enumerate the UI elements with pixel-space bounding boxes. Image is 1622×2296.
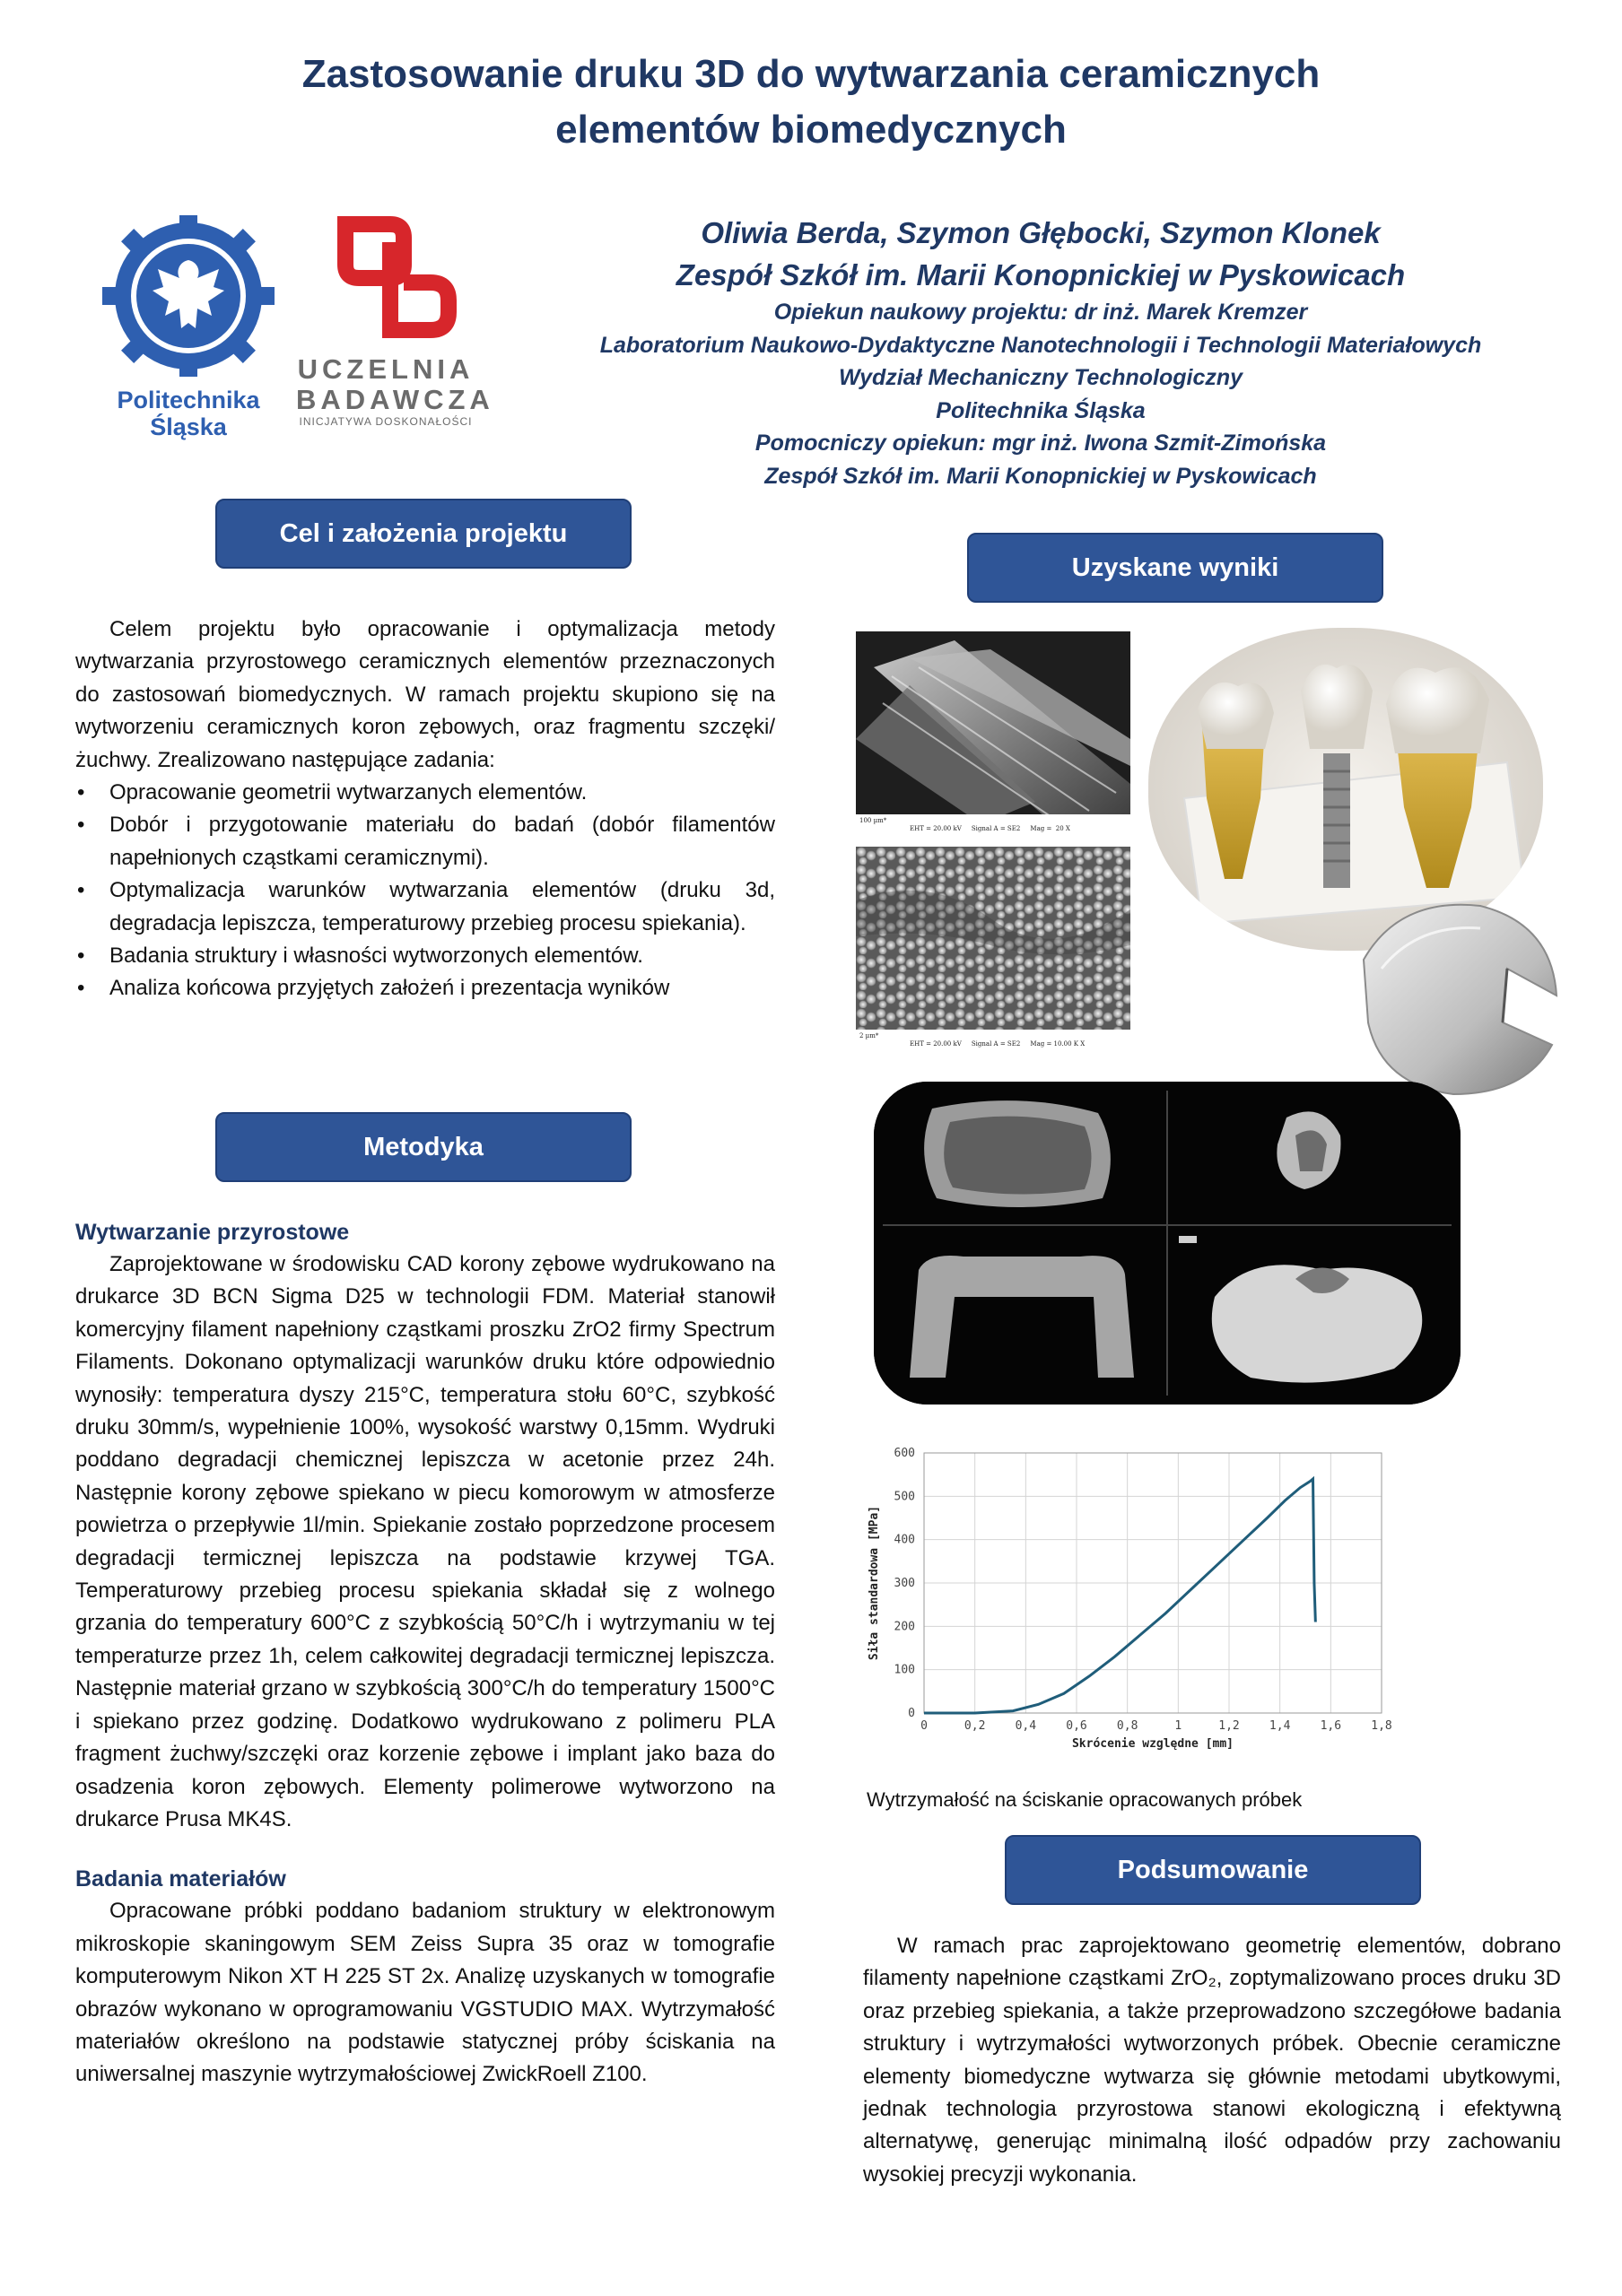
sem1-info: EHT = 20.00 kV Signal A = SE2 Mag = 20 X xyxy=(910,825,1070,832)
sem1-scale: 100 µm* xyxy=(859,817,887,824)
chart-xtick-label: 0,6 xyxy=(1066,1719,1087,1733)
chart-ytick-label: 200 xyxy=(894,1620,915,1634)
ub-logo xyxy=(296,215,494,439)
ct-scans-graphic xyxy=(874,1082,1461,1405)
goal-bullet: • Optymalizacja warunków wytwarzania elementów (druku 3d, degradacja lepiszcza, temperaturowy przebieg procesu spiekania). xyxy=(75,874,775,940)
chart-caption: Wytrzymałość na ściskanie opracowanych próbek xyxy=(867,1788,1303,1811)
sem-grains-graphic xyxy=(856,847,1130,1055)
chart-ylabel: Siła standardowa [MPa] xyxy=(868,1505,881,1661)
summary-heading: Podsumowanie xyxy=(1005,1835,1421,1905)
chart-xtick-label: 1,8 xyxy=(1371,1719,1392,1733)
polsl-line2: Śląska xyxy=(150,413,227,440)
ub-line2: BADAWCZA xyxy=(296,384,494,415)
method-subheading-1: Wytwarzanie przyrostowe xyxy=(75,1220,350,1245)
chart-series-line xyxy=(924,1479,1315,1713)
goal-bullet: • Opracowanie geometrii wytwarzanych elementów. xyxy=(75,777,775,809)
poster-title xyxy=(179,47,1443,158)
results-heading: Uzyskane wyniki xyxy=(967,533,1383,603)
summary-text: W ramach prac zaprojektowano geometrię elementów, dobrano filamenty napełnione cząstkami ZrO₂, zoptymalizowano proces druku 3D oraz przebieg spiekania, a także przeprowadzono szczegółowe badania struktury i wytrzymałości wytworzonych próbek. Obecnie ceramiczne elementy biomedyczne wytwarza się głównie metodami ubytkowymi, jednak technologia przyrostowa stanowi ekologiczną i efektywną alternatywę, generując minimalną ilość odpadów przy zachowaniu wysokiej precyzji wykonania. xyxy=(863,1934,1561,2187)
strength-chart xyxy=(861,1426,1400,1767)
university: Politechnika Śląska xyxy=(936,397,1146,423)
sem-fibers-graphic xyxy=(856,631,1130,839)
chart-xtick-label: 0,2 xyxy=(964,1719,986,1733)
sem2-scale: 2 µm* xyxy=(859,1032,879,1039)
chart-xlabel: Skrócenie względne [mm] xyxy=(1071,1737,1234,1751)
chart-xtick-label: 0 xyxy=(920,1719,928,1733)
chart-ticks xyxy=(894,1447,1392,1733)
goal-bullet: • Badania struktury i własności wytworzonych elementów. xyxy=(75,940,775,972)
chart-ytick-label: 400 xyxy=(894,1533,915,1547)
chart-xtick-label: 0,4 xyxy=(1015,1719,1037,1733)
polsl-emblem-icon xyxy=(99,215,278,377)
supervisor: Opiekun naukowy projektu: dr inż. Marek Kremzer xyxy=(773,300,1308,325)
faculty: Wydział Mechaniczny Technologiczny xyxy=(838,365,1243,390)
polsl-logo xyxy=(99,215,278,439)
goal-section xyxy=(75,613,775,1005)
ub-small: INICJATYWA DOSKONAŁOŚCI xyxy=(299,415,473,428)
poster-title-line1: Zastosowanie druku 3D do wytwarzania ceramicznych xyxy=(301,52,1321,96)
polsl-name xyxy=(99,387,278,440)
summary-section xyxy=(863,1930,1561,2191)
chart-ytick-label: 500 xyxy=(894,1490,915,1504)
authors-block xyxy=(484,212,1597,492)
ct-scans-panel xyxy=(874,1082,1461,1405)
laboratory: Laboratorium Naukowo-Dydaktyczne Nanotechnologii i Technologii Materiałowych xyxy=(599,332,1482,358)
ub-line1: UCZELNIA xyxy=(297,353,475,385)
method-section xyxy=(75,1216,775,2092)
method-text-2: Opracowane próbki poddano badaniom struktury w elektronowym mikroskopie skaningowym SEM Zeiss Supra 35 oraz w tomografie komputerowym Nikon XT H 225 ST 2x. Analizę uzyskanych w tomografie obrazów wykonano w oprogramowaniu VGSTUDIO MAX. Wytrzymałość materiałów określono na podstawie statycznej próby ściskania na uniwersalnej maszynie wytrzymałościowej ZwickRoell Z100. xyxy=(75,1899,775,2087)
method-subheading-2: Badania materiałów xyxy=(75,1866,286,1892)
goal-bullet: • Analiza końcowa przyjętych założeń i prezentacja wyników xyxy=(75,972,775,1004)
polsl-line1: Politechnika xyxy=(117,387,260,413)
crown-3d-render xyxy=(1346,888,1570,1103)
assistant-school: Zespół Szkół im. Marii Konopnickiej w Pyskowicach xyxy=(764,463,1317,489)
poster-title-line2: elementów biomedycznych xyxy=(555,108,1067,152)
goal-bullets xyxy=(75,777,775,1005)
chart-xtick-label: 1,6 xyxy=(1320,1719,1342,1733)
authors-school: Zespół Szkół im. Marii Konopnickiej w Pyskowicach xyxy=(676,258,1406,291)
crown-render-graphic xyxy=(1346,888,1570,1103)
goal-bullet: • Dobór i przygotowanie materiału do badań (dobór filamentów napełnionych cząstkami ceramicznymi). xyxy=(75,809,775,874)
strength-chart-svg xyxy=(861,1426,1400,1767)
sem2-info: EHT = 20.00 kV Signal A = SE2 Mag = 10.00 K X xyxy=(910,1040,1086,1048)
sem-image-fibers xyxy=(856,631,1130,839)
chart-ytick-label: 600 xyxy=(894,1447,915,1460)
chart-ytick-label: 300 xyxy=(894,1577,915,1590)
authors-names: Oliwia Berda, Szymon Głębocki, Szymon Klonek xyxy=(701,216,1381,249)
sem-image-grains xyxy=(856,847,1130,1055)
method-text-1: Zaprojektowane w środowisku CAD korony zębowe wydrukowano na drukarce 3D BCN Sigma D25 w technologii FDM. Materiał stanowił komercyjny filament napełniony cząstkami proszku ZrO2 firmy Spectrum Filaments. Dokonano optymalizacji warunków druku które odpowiednio wynosiły: temperatura dyszy 215°C, temperatura stołu 60°C, szybkość druku 30mm/s, wypełnienie 100%, wysokość warstwy 0,15mm. Wydruki poddano degradacji chemicznej lepiszcza w acetonie przez 24h. Następnie korony zębowe spiekano w piecu komorowym w atmosferze powietrza o przepływie 1l/min. Spiekanie zostało poprzedzone procesem degradacji termicznej lepiszcza na podstawie krzywej TGA. Temperaturowy przebieg procesu spiekania składał się z wolnego grzania do temperatury 600°C z szybkością 50°C/h i wytrzymaniu w tej temperaturze przez 1h, celem całkowitej degradacji termicznej lepiszcza. Następnie materiał grzano w szybkością 300°C/h do temperatury 1500°C i spiekano przez godzinę. Dodatkowo wydrukowano z polimeru PLA fragment żuchwy/szczęki oraz korzenie zębowe i implant jako baza do osadzenia koron zębowych. Elementy polimerowe wytworzono na drukarce Prusa MK4S. xyxy=(75,1252,775,1831)
chart-ytick-label: 0 xyxy=(908,1707,915,1720)
chart-xtick-label: 1,2 xyxy=(1218,1719,1240,1733)
assistant-supervisor: Pomocniczy opiekun: mgr inż. Iwona Szmit-Zimońska xyxy=(754,430,1327,456)
method-heading: Metodyka xyxy=(215,1112,632,1182)
goal-intro: Celem projektu było opracowanie i optymalizacja metody wytwarzania przyrostowego ceramicznych elementów przeznaczonych do zastosowań biomedycznych. W ramach projektu skupiono się na wytworzeniu ceramicznych koron zębowych, oraz fragmentu szczęki/żuchwy. Zrealizowano następujące zadania: xyxy=(75,617,775,772)
chart-ytick-label: 100 xyxy=(894,1663,915,1677)
ub-mark-icon xyxy=(296,215,475,350)
chart-xtick-label: 0,8 xyxy=(1116,1719,1138,1733)
goal-heading: Cel i założenia projektu xyxy=(215,499,632,569)
chart-xtick-label: 1,4 xyxy=(1269,1719,1291,1733)
chart-xtick-label: 1 xyxy=(1174,1719,1182,1733)
